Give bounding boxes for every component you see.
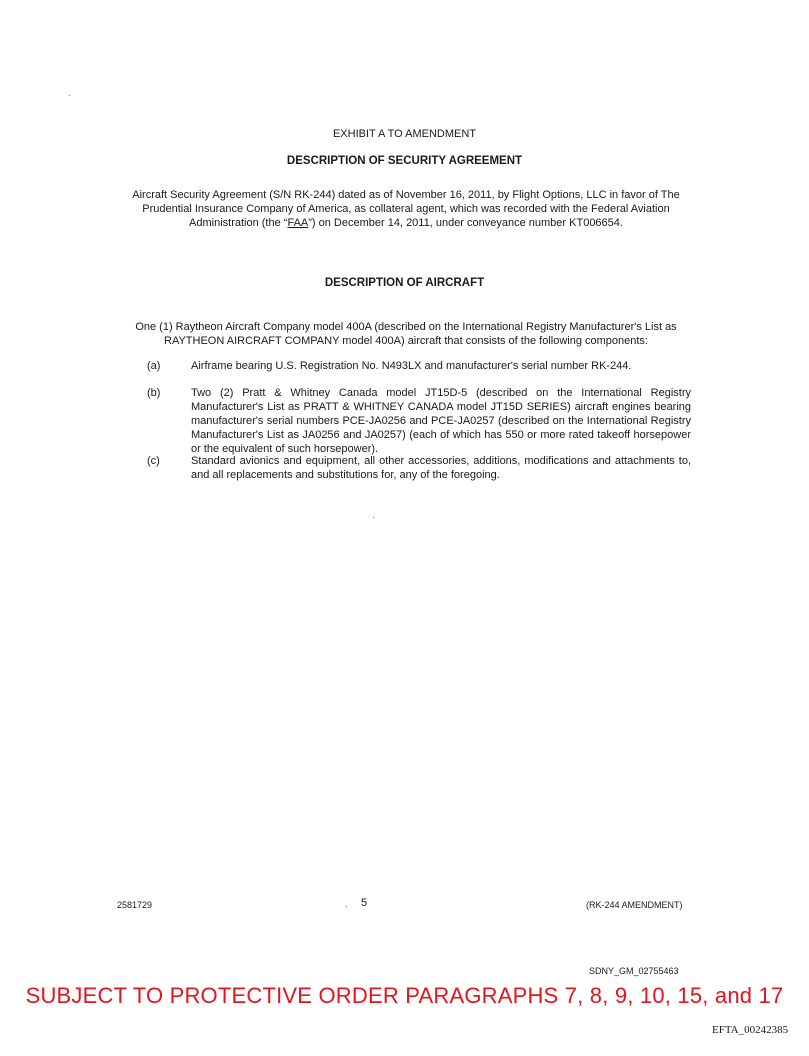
list-item-label: (b) xyxy=(147,387,161,399)
stray-mark: . xyxy=(372,510,375,521)
footer-doc-ref: (RK-244 AMENDMENT) xyxy=(586,900,683,910)
list-item-label: (c) xyxy=(147,455,160,467)
paragraph-text: Aircraft Security Agreement (S/N RK-244) dated as of November 16, 2011, by Flight Options, LLC in favor of The Prudential Insurance Company of America, as collateral agent, which was recorded with the Federal Aviation Administration (the “ xyxy=(132,189,680,229)
efta-id: EFTA_00242385 xyxy=(712,1024,789,1036)
stray-mark: . xyxy=(68,88,71,99)
footer-doc-number: 2581729 xyxy=(117,900,153,910)
stray-mark: . xyxy=(345,899,348,910)
faa-defined-term: FAA xyxy=(287,217,309,229)
list-item-text: Airframe bearing U.S. Registration No. N493LX and manufacturer's serial number RK-244. xyxy=(191,360,632,372)
bates-number: SDNY_GM_02755463 xyxy=(589,966,679,976)
section-heading-security-agreement: DESCRIPTION OF SECURITY AGREEMENT xyxy=(286,155,523,167)
paragraph-text: ”) on December 14, 2011, under conveyance number KT006654. xyxy=(308,217,623,229)
list-item-label: (a) xyxy=(147,360,161,372)
protective-order-notice: SUBJECT TO PROTECTIVE ORDER PARAGRAPHS 7, 8, 9, 10, 15, and 17 xyxy=(25,983,784,1008)
list-item-text: Standard avionics and equipment, all other accessories, additions, modifications and attachments to, and all replacements and substitutions for, any of the foregoing. xyxy=(191,455,691,481)
exhibit-title: EXHIBIT A TO AMENDMENT xyxy=(332,128,477,140)
list-item-text: Two (2) Pratt & Whitney Canada model JT15D-5 (described on the International Registry Manufacturer's List as PRATT & WHITNEY CANADA model JT15D SERIES) aircraft engines bearing manufacturer's serial numbers PCE-JA0256 and PCE-JA0257 (described on the International Registry Manufacturer's List as JA0256 and JA0257) (each of which has 550 or more rated takeoff horsepower or the equivalent of such horsepower). xyxy=(191,387,691,455)
security-agreement-paragraph xyxy=(116,188,696,230)
footer-page-number: 5 xyxy=(361,897,368,909)
section-heading-aircraft: DESCRIPTION OF AIRCRAFT xyxy=(324,277,485,289)
aircraft-intro-paragraph: One (1) Raytheon Aircraft Company model 400A (described on the International Registry Manufacturer's List as RAYTHEON AIRCRAFT COMPANY model 400A) aircraft that consists of the following components: xyxy=(135,321,677,347)
